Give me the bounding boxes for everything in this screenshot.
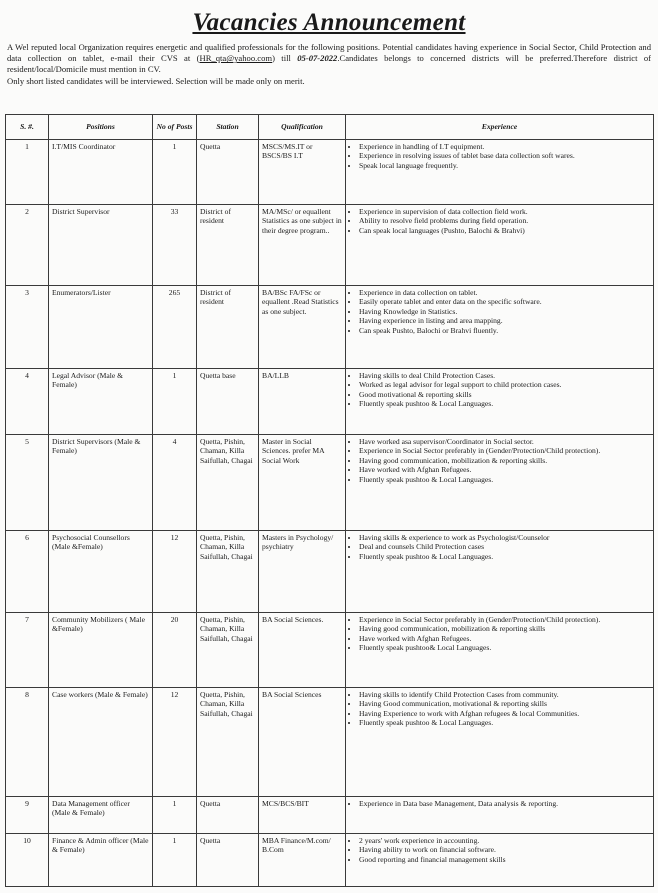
table-row <box>6 205 654 286</box>
experience-item: • Having skills & experience to work as Psychologist/Counselor <box>359 533 650 542</box>
row-experience <box>346 613 654 688</box>
row-experience <box>346 286 654 369</box>
header-positions: Positions <box>49 115 153 140</box>
experience-item: • Fluently speak pushtoo & Local Languages. <box>359 552 650 561</box>
experience-item: • Have worked with Afghan Refugees. <box>359 465 650 474</box>
row-sno: 6 <box>6 531 49 613</box>
row-position: I.T/MIS Coordinator <box>49 140 153 205</box>
experience-item: • Experience in handling of I.T equipment. <box>359 142 650 151</box>
row-experience <box>346 435 654 531</box>
experience-item: • Having Knowledge in Statistics. <box>359 307 650 316</box>
experience-item: • Can speak local languages (Pushto, Balochi & Brahvi) <box>359 226 650 235</box>
row-experience <box>346 531 654 613</box>
row-station: Quetta, Pishin, Chaman, Killa Saifullah, Chagai <box>197 531 259 613</box>
row-station: District of resident <box>197 205 259 286</box>
table-row <box>6 688 654 797</box>
row-sno: 7 <box>6 613 49 688</box>
experience-item: • Have worked with Afghan Refugees. <box>359 634 650 643</box>
row-qualification: MBA Finance/M.com/ B.Com <box>259 834 346 887</box>
row-posts: 33 <box>153 205 197 286</box>
experience-list <box>349 288 650 335</box>
row-station: Quetta, Pishin, Chaman, Killa Saifullah, Chagai <box>197 688 259 797</box>
experience-list <box>349 836 650 864</box>
intro-paragraph <box>7 42 651 87</box>
table-row <box>6 286 654 369</box>
row-experience <box>346 140 654 205</box>
experience-item: • Fluently speak pushtoo & Local Languages. <box>359 399 650 408</box>
experience-item: • Having Experience to work with Afghan refugees & local Communities. <box>359 709 650 718</box>
experience-list <box>349 690 650 728</box>
experience-list <box>349 142 650 170</box>
experience-item: • Worked as legal advisor for legal support to child protection cases. <box>359 380 650 389</box>
experience-item: • Having skills to identify Child Protection Cases from community. <box>359 690 650 699</box>
row-position: Finance & Admin officer (Male & Female) <box>49 834 153 887</box>
intro-text: A Wel reputed local Organization requires energetic and qualified professionals for the following positions. Potential candidates having experience in Social Sector, Child Protection and data collection on tablet, e-mail their CVS at ( <box>7 42 651 64</box>
experience-list <box>349 207 650 235</box>
row-sno: 1 <box>6 140 49 205</box>
vacancies-table <box>5 114 654 887</box>
row-station: Quetta <box>197 797 259 834</box>
row-experience <box>346 369 654 435</box>
header-posts: No of Posts <box>153 115 197 140</box>
table-row <box>6 797 654 834</box>
row-sno: 10 <box>6 834 49 887</box>
experience-item: • Having experience in listing and area mapping. <box>359 316 650 325</box>
row-qualification: BA/BSc FA/FSc or equallent .Read Statistics as one subject. <box>259 286 346 369</box>
row-position: Enumerators/Lister <box>49 286 153 369</box>
table-row <box>6 369 654 435</box>
intro-note: Only short listed candidates will be interviewed. Selection will be made only on merit. <box>7 75 305 86</box>
experience-item: • Experience in supervision of data collection field work. <box>359 207 650 216</box>
row-experience <box>346 688 654 797</box>
row-position: District Supervisor <box>49 205 153 286</box>
experience-item: • Experience in Social Sector preferably in (Gender/Protection/Child protection). <box>359 446 650 455</box>
header-sno: S. #. <box>6 115 49 140</box>
row-position: Community Mobilizers ( Male &Female) <box>49 613 153 688</box>
row-station: Quetta <box>197 834 259 887</box>
row-position: Legal Advisor (Male & Female) <box>49 369 153 435</box>
experience-list <box>349 371 650 409</box>
row-posts: 1 <box>153 140 197 205</box>
experience-item: • Having Good communication, motivational & reporting skills <box>359 699 650 708</box>
experience-item: • Experience in Data base Management, Data analysis & reporting. <box>359 799 650 808</box>
row-experience <box>346 205 654 286</box>
row-posts: 1 <box>153 369 197 435</box>
row-sno: 9 <box>6 797 49 834</box>
row-sno: 8 <box>6 688 49 797</box>
row-station: Quetta, Pishin, Chaman, Killa Saifullah, Chagai <box>197 435 259 531</box>
row-qualification: MSCS/MS.IT or BSCS/BS I.T <box>259 140 346 205</box>
experience-item: • Easily operate tablet and enter data on the specific software. <box>359 297 650 306</box>
intro-text: .Candidates belongs to concerned districts will be preferred.Therefore district of resident/local/Domicile must mention in CV. <box>7 53 651 75</box>
row-sno: 2 <box>6 205 49 286</box>
row-qualification: MCS/BCS/BIT <box>259 797 346 834</box>
row-position: Psychosocial Counsellors (Male &Female) <box>49 531 153 613</box>
row-station: Quetta base <box>197 369 259 435</box>
experience-item: • Experience in Social Sector preferably in (Gender/Protection/Child protection). <box>359 615 650 624</box>
header-station: Station <box>197 115 259 140</box>
experience-item: • Fluently speak pushtoo& Local Languages. <box>359 643 650 652</box>
row-experience <box>346 834 654 887</box>
row-sno: 3 <box>6 286 49 369</box>
row-qualification: MA/MSc/ or equallent Statistics as one subject in their degree program.. <box>259 205 346 286</box>
experience-list <box>349 437 650 484</box>
experience-item: • Ability to resolve field problems during field operation. <box>359 216 650 225</box>
table-header-row <box>6 115 654 140</box>
experience-item: • Fluently speak pushtoo & Local Languages. <box>359 718 650 727</box>
row-position: District Supervisors (Male & Female) <box>49 435 153 531</box>
experience-item: • Can speak Pushto, Balochi or Brahvi fluently. <box>359 326 650 335</box>
intro-text: ) till <box>272 53 298 64</box>
row-qualification: Master in Social Sciences. prefer MA Social Work <box>259 435 346 531</box>
table-row <box>6 834 654 887</box>
experience-list <box>349 799 650 808</box>
row-posts: 12 <box>153 688 197 797</box>
deadline-date: 05-07-2022 <box>297 53 338 64</box>
row-station: District of resident <box>197 286 259 369</box>
row-posts: 12 <box>153 531 197 613</box>
row-posts: 265 <box>153 286 197 369</box>
row-qualification: BA Social Sciences <box>259 688 346 797</box>
experience-item: • Deal and counsels Child Protection cases <box>359 542 650 551</box>
page-title: Vacancies Announcement <box>192 9 466 36</box>
row-position: Case workers (Male & Female) <box>49 688 153 797</box>
table-row <box>6 613 654 688</box>
vacancies-table-body <box>6 140 654 887</box>
row-position: Data Management officer (Male & Female) <box>49 797 153 834</box>
row-station: Quetta, Pishin, Chaman, Killa Saifullah, Chagai <box>197 613 259 688</box>
table-row <box>6 531 654 613</box>
row-qualification: Masters in Psychology/ psychiatry <box>259 531 346 613</box>
header-experience: Experience <box>346 115 654 140</box>
row-qualification: BA Social Sciences. <box>259 613 346 688</box>
experience-item: • Have worked asa supervisor/Coordinator in Social sector. <box>359 437 650 446</box>
experience-item: • Good reporting and financial management skills <box>359 855 650 864</box>
experience-item: • Fluently speak pushtoo & Local Languages. <box>359 475 650 484</box>
row-posts: 4 <box>153 435 197 531</box>
experience-item: • Having skills to deal Child Protection Cases. <box>359 371 650 380</box>
header-qualification: Qualification <box>259 115 346 140</box>
experience-list <box>349 533 650 561</box>
table-row <box>6 140 654 205</box>
experience-item: • Good motivational & reporting skills <box>359 390 650 399</box>
row-posts: 1 <box>153 797 197 834</box>
experience-list <box>349 615 650 653</box>
row-station: Quetta <box>197 140 259 205</box>
experience-item: • Experience in data collection on tablet. <box>359 288 650 297</box>
contact-email: HR_qta@yahoo.com <box>199 53 273 64</box>
row-sno: 4 <box>6 369 49 435</box>
row-sno: 5 <box>6 435 49 531</box>
experience-item: • Speak local language frequently. <box>359 161 650 170</box>
row-posts: 1 <box>153 834 197 887</box>
table-row <box>6 435 654 531</box>
experience-item: • Having good communication, mobilization & reporting skills <box>359 624 650 633</box>
experience-item: • Experience in resolving issues of tablet base data collection soft wares. <box>359 151 650 160</box>
row-qualification: BA/LLB <box>259 369 346 435</box>
row-experience <box>346 797 654 834</box>
experience-item: • Having good communication, mobilization & reporting skills. <box>359 456 650 465</box>
experience-item: • Having ability to work on financial software. <box>359 845 650 854</box>
row-posts: 20 <box>153 613 197 688</box>
experience-item: • 2 years' work experience in accounting. <box>359 836 650 845</box>
